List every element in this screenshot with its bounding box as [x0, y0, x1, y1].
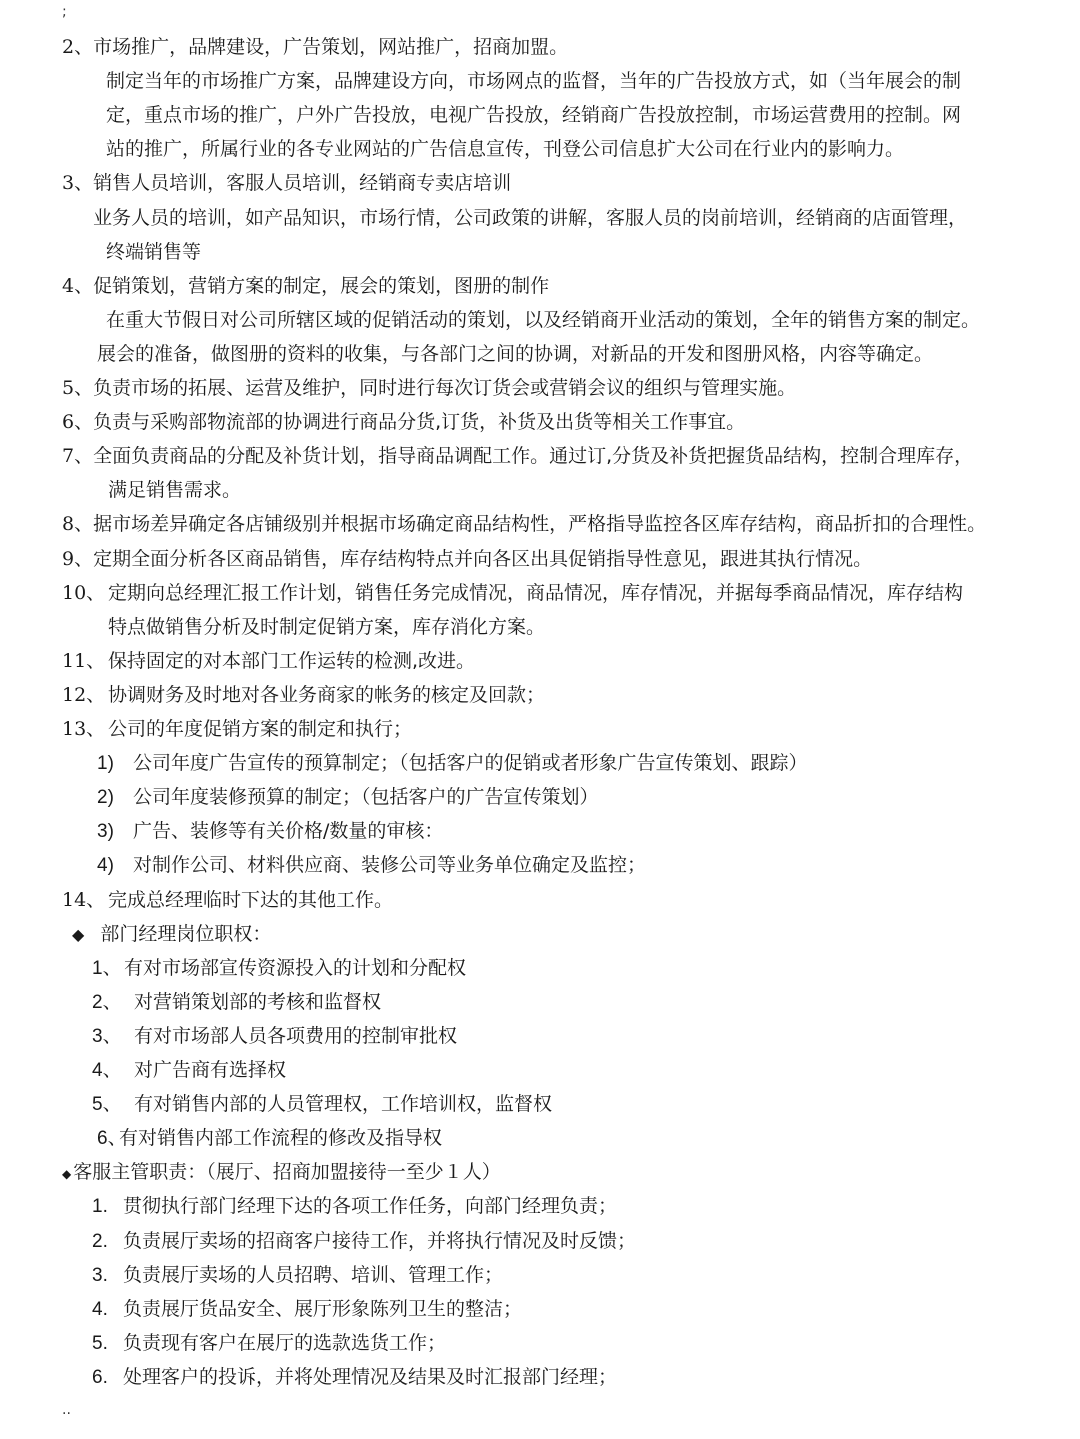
sub-item [97, 780, 599, 814]
bottom-mark: .. [62, 1402, 71, 1418]
item-description [93, 201, 967, 235]
rights-item [92, 1053, 286, 1087]
rights-text: 有对市场部人员各项费用的控制审批权 [134, 1024, 458, 1047]
section-heading-manager-rights [72, 917, 271, 951]
list-item [62, 644, 475, 678]
item-text: 公司的年度促销方案的制定和执行； [108, 718, 413, 740]
duty-number: 4. [92, 1298, 108, 1320]
duty-item [92, 1189, 617, 1223]
sub-item-number: 4) [97, 855, 114, 877]
duty-number: 3. [92, 1264, 108, 1286]
item-number: 14、 [62, 888, 106, 911]
item-number: 12、 [62, 683, 106, 706]
item-number: 2、 [62, 36, 94, 58]
item-number: 4、 [62, 274, 94, 297]
duty-number: 5. [92, 1332, 108, 1354]
description-text: 满足销售需求。 [108, 479, 242, 502]
duty-item [92, 1326, 446, 1360]
list-item [62, 439, 973, 473]
section-title: 部门经理岗位职权： [100, 922, 272, 945]
description-text: 定，重点市场的推广，户外广告投放，电视广告投放，经销商广告投放控制，市场运营费用的控制。网 [106, 104, 962, 127]
section-heading-service-supervisor [62, 1155, 501, 1189]
rights-item [92, 1019, 457, 1053]
list-item [62, 883, 393, 917]
rights-number: 6、 [97, 1128, 127, 1150]
list-item [62, 30, 568, 64]
duty-text: 贯彻执行部门经理下达的各项工作任务，向部门经理负责； [123, 1195, 618, 1218]
rights-number: 5、 [92, 1094, 122, 1116]
sub-item [97, 746, 808, 780]
item-description [106, 132, 904, 166]
rights-text: 有对销售内部的人员管理权，工作培训权，监督权 [134, 1093, 553, 1116]
rights-text: 有对销售内部工作流程的修改及指导权 [119, 1127, 443, 1150]
duty-text: 负责展厅卖场的人员招聘、培训、管理工作； [123, 1263, 504, 1286]
sub-item [97, 814, 443, 848]
item-description [106, 64, 961, 98]
duty-number: 1. [92, 1196, 108, 1218]
list-item [62, 712, 412, 746]
item-text: 市场推广，品牌建设，广告策划，网站推广，招商加盟。 [93, 36, 569, 58]
list-item [62, 405, 745, 439]
item-number: 9、 [62, 547, 94, 570]
description-text: 站的推广，所属行业的各专业网站的广告信息宣传，刊登公司信息扩大公司在行业内的影响力。 [106, 138, 905, 161]
rights-text: 对营销策划部的考核和监督权 [134, 990, 382, 1013]
item-description [108, 473, 241, 507]
duty-text: 处理客户的投诉，并将处理情况及结果及时汇报部门经理； [123, 1365, 618, 1388]
description-text: 终端销售等 [106, 240, 202, 263]
rights-item [97, 1121, 442, 1155]
item-description [106, 303, 980, 337]
rights-number: 1、 [92, 957, 122, 979]
list-item [62, 542, 872, 576]
duty-number: 2. [92, 1230, 108, 1252]
sub-item-text: 公司年度广告宣传的预算制定；（包括客户的促销或者形象广告宣传策划、跟踪） [133, 752, 808, 775]
rights-number: 2、 [92, 991, 122, 1013]
item-text: 完成总经理临时下达的其他工作。 [108, 888, 394, 911]
rights-text: 有对市场部宣传资源投入的计划和分配权 [124, 956, 467, 979]
item-text: 据市场差异确定各店铺级别并根据市场确定商品结构性，严格指导监控各区库存结构，商品折扣的合理性。 [93, 513, 987, 536]
sub-item [97, 848, 646, 882]
item-text: 全面负责商品的分配及补货计划，指导商品调配工作。通过订,分货及补货把握货品结构，控制合理库存， [93, 445, 974, 468]
sub-item-text: 广告、装修等有关价格/数量的审核： [133, 820, 444, 843]
rights-item [92, 951, 466, 985]
item-number: 5、 [62, 377, 94, 399]
list-item [62, 371, 796, 405]
top-mark: ; [62, 4, 67, 20]
sub-item-text: 对制作公司、材料供应商、装修公司等业务单位确定及监控； [133, 854, 647, 877]
list-item [62, 507, 986, 541]
duty-item [92, 1224, 636, 1258]
list-item [62, 678, 545, 712]
sub-item-number: 1) [97, 753, 114, 775]
rights-item [92, 1087, 552, 1121]
item-number: 8、 [62, 513, 94, 536]
duty-text: 负责展厅卖场的招商客户接待工作，并将执行情况及时反馈； [123, 1229, 637, 1252]
rights-item [92, 985, 381, 1019]
item-text: 促销策划，营销方案的制定，展会的策划，图册的制作 [93, 274, 550, 297]
item-text: 保持固定的对本部门工作运转的检测,改进。 [108, 649, 476, 672]
list-item [62, 576, 963, 610]
item-number: 11、 [62, 649, 106, 672]
item-number: 7、 [62, 445, 94, 468]
sub-item-number: 2) [97, 787, 114, 809]
diamond-bullet-icon: ◆ [62, 1167, 72, 1182]
item-number: 13、 [62, 718, 106, 740]
item-description [97, 337, 933, 371]
item-text: 协调财务及时地对各业务商家的帐务的核定及回款； [108, 683, 546, 706]
item-number: 6、 [62, 411, 94, 434]
duty-text: 负责展厅货品安全、展厅形象陈列卫生的整洁； [123, 1297, 523, 1320]
item-description [108, 610, 545, 644]
duty-text: 负责现有客户在展厅的选款选货工作； [123, 1331, 447, 1354]
item-text: 负责与采购部物流部的协调进行商品分货,订货，补货及出货等相关工作事宜。 [93, 411, 746, 434]
item-description [106, 235, 201, 269]
rights-text: 对广告商有选择权 [134, 1059, 287, 1081]
duty-number: 6. [92, 1366, 108, 1388]
item-number: 3、 [62, 172, 94, 195]
description-text: 特点做销售分析及时制定促销方案，库存消化方案。 [108, 615, 546, 638]
duty-item [92, 1360, 617, 1394]
item-text: 负责市场的拓展、运营及维护，同时进行每次订货会或营销会议的组织与管理实施。 [93, 377, 797, 399]
item-text: 定期向总经理汇报工作计划，销售任务完成情况，商品情况，库存情况，并据每季商品情况，库存结构 [108, 581, 964, 604]
description-text: 制定当年的市场推广方案，品牌建设方向，市场网点的监督，当年的广告投放方式，如（当年展会的制 [106, 70, 962, 93]
list-item [62, 269, 549, 303]
item-text: 销售人员培训，客服人员培训，经销商专卖店培训 [93, 172, 512, 195]
duty-item [92, 1258, 503, 1292]
sub-item-text: 公司年度装修预算的制定；（包括客户的广告宣传策划） [133, 786, 599, 809]
diamond-bullet-icon: ◆ [72, 924, 85, 944]
item-description [106, 98, 961, 132]
sub-item-number: 3) [97, 821, 114, 843]
item-text: 定期全面分析各区商品销售，库存结构特点并向各区出具促销指导性意见，跟进其执行情况。 [93, 547, 873, 570]
section-title: 客服主管职责：（展厅、招商加盟接待一至少１人） [73, 1161, 501, 1184]
description-text: 展会的准备，做图册的资料的收集，与各部门之间的协调，对新品的开发和图册风格，内容等确定。 [97, 342, 934, 365]
rights-number: 3、 [92, 1025, 122, 1047]
description-text: 业务人员的培训，如产品知识，市场行情，公司政策的讲解，客服人员的岗前培训，经销商的店面管理， [93, 206, 968, 229]
duty-item [92, 1292, 522, 1326]
list-item [62, 166, 511, 200]
description-text: 在重大节假日对公司所辖区域的促销活动的策划，以及经销商开业活动的策划，全年的销售方案的制定。 [106, 308, 981, 331]
item-number: 10、 [62, 581, 106, 604]
rights-number: 4、 [92, 1060, 122, 1081]
